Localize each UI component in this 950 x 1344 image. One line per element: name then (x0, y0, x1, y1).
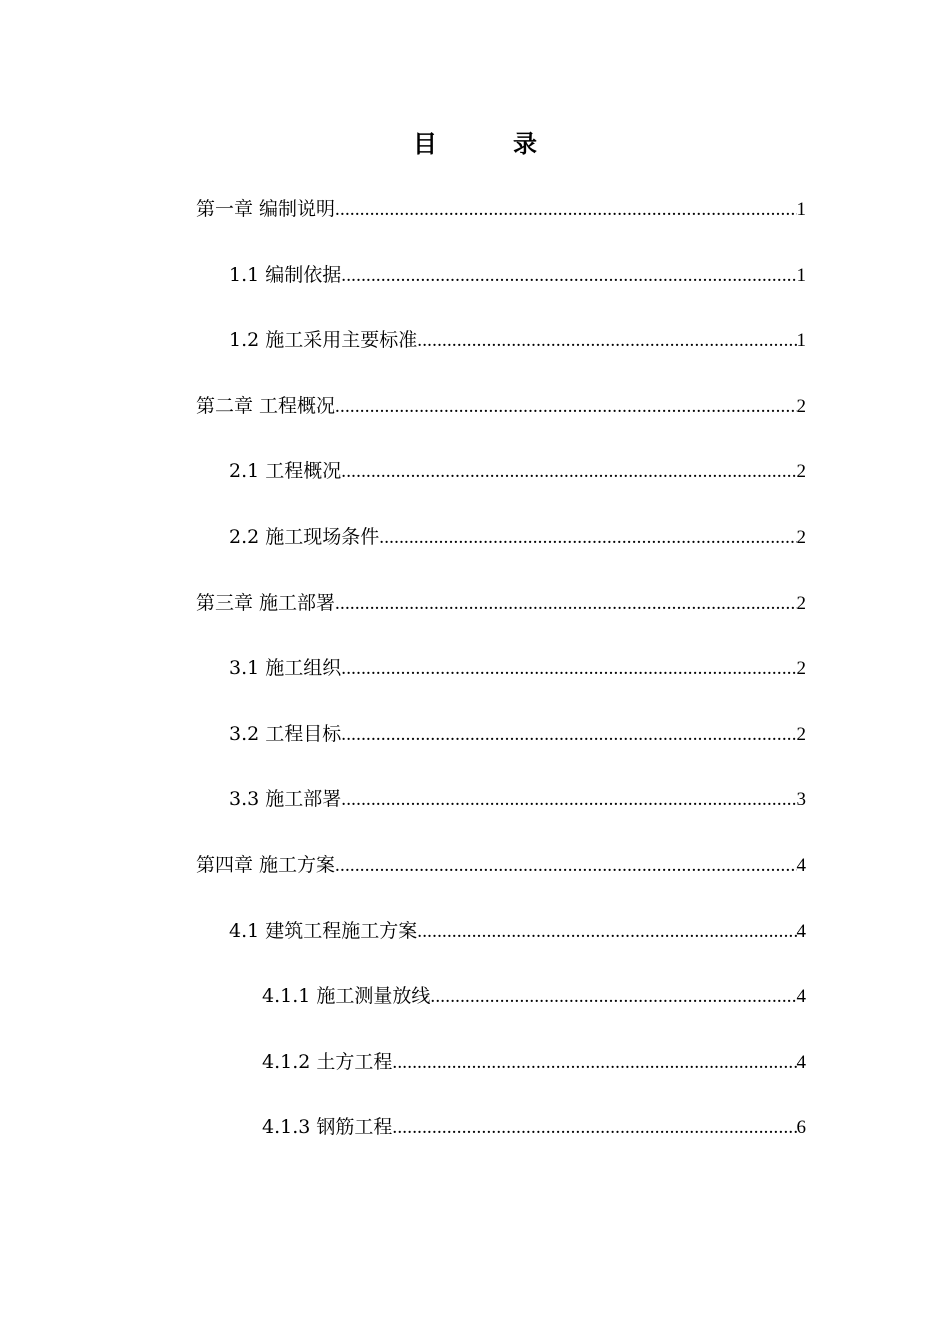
toc-entry-text: 4.1 建筑工程施工方案 (229, 919, 418, 942)
toc-entry-text: 4.1.2 土方工程 (262, 1050, 393, 1073)
toc-page-number: 2 (796, 723, 806, 745)
toc-leader-dots (379, 517, 796, 559)
toc-page-number: 1 (796, 330, 806, 352)
toc-leader-dots (341, 779, 796, 821)
toc-entry[interactable] (196, 647, 806, 713)
toc-leader-dots (335, 189, 796, 231)
toc-leader-dots (335, 583, 796, 625)
toc-leader-dots (341, 255, 796, 297)
toc-page-number: 1 (796, 264, 806, 286)
toc-entry-text: 第二章 工程概况 (196, 394, 336, 417)
toc-entry[interactable] (196, 713, 806, 779)
toc-entry[interactable] (196, 1106, 806, 1172)
toc-leader-dots (335, 386, 796, 428)
toc-leader-dots (341, 451, 796, 493)
toc-entry-text: 第四章 施工方案 (196, 853, 336, 876)
toc-entry-text: 2.1 工程概况 (229, 460, 342, 483)
toc-page-number: 2 (796, 526, 806, 548)
toc-list (196, 188, 806, 1172)
toc-leader-dots (341, 714, 796, 756)
toc-entry[interactable] (196, 844, 806, 910)
toc-entry-text: 2.2 施工现场条件 (229, 525, 380, 548)
toc-page-number: 4 (796, 920, 806, 942)
toc-page-number: 2 (796, 592, 806, 614)
toc-entry[interactable] (196, 778, 806, 844)
toc-leader-dots (417, 911, 796, 953)
toc-entry-text: 1.2 施工采用主要标准 (229, 329, 418, 352)
toc-entry-text: 3.3 施工部署 (229, 788, 342, 811)
toc-entry[interactable] (196, 319, 806, 385)
toc-entry-text: 3.1 施工组织 (229, 657, 342, 680)
toc-entry-text: 4.1.3 钢筋工程 (262, 1116, 393, 1139)
toc-page-number: 4 (796, 986, 806, 1008)
toc-entry[interactable] (196, 385, 806, 451)
toc-page-number: 2 (796, 658, 806, 680)
toc-page-number: 4 (796, 854, 806, 876)
toc-page-number: 1 (796, 199, 806, 220)
toc-page-number: 2 (796, 395, 806, 417)
toc-leader-dots (430, 976, 796, 1018)
toc-entry[interactable] (196, 582, 806, 648)
toc-leader-dots (392, 1042, 796, 1084)
toc-entry[interactable] (196, 450, 806, 516)
toc-entry[interactable] (196, 254, 806, 320)
toc-entry-text: 第一章 编制说明 (196, 198, 336, 220)
toc-leader-dots (335, 845, 796, 887)
toc-page-number: 3 (796, 789, 806, 811)
toc-page-number: 2 (796, 461, 806, 483)
toc-entry[interactable] (196, 1041, 806, 1107)
toc-page-number: 6 (796, 1117, 806, 1139)
toc-leader-dots (417, 320, 796, 362)
toc-page-number: 4 (796, 1051, 806, 1073)
toc-entry-text: 3.2 工程目标 (229, 722, 342, 745)
toc-entry[interactable] (196, 975, 806, 1041)
toc-title: 目 录 (413, 129, 563, 158)
toc-entry-text: 第三章 施工部署 (196, 591, 336, 614)
toc-entry-text: 4.1.1 施工测量放线 (262, 985, 431, 1008)
toc-entry[interactable] (196, 910, 806, 976)
toc-entry[interactable] (196, 516, 806, 582)
toc-entry[interactable] (196, 188, 806, 254)
toc-leader-dots (392, 1107, 796, 1149)
toc-entry-text: 1.1 编制依据 (229, 263, 342, 286)
toc-leader-dots (341, 648, 796, 690)
